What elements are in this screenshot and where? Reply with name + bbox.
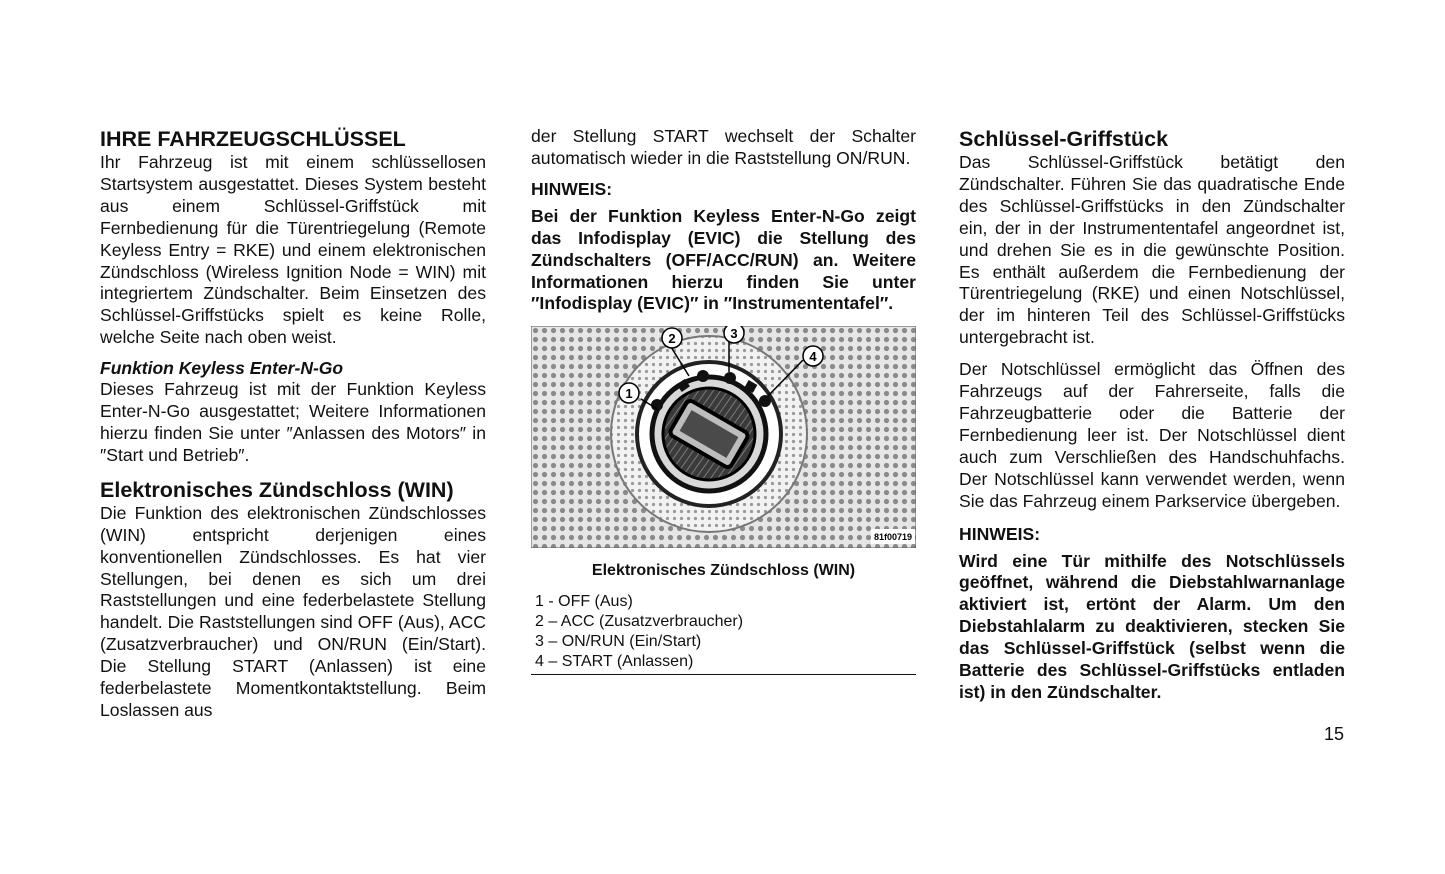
legend-item: 2 – ACC (Zusatzverbraucher) — [535, 613, 744, 631]
page-number: 15 — [1324, 724, 1345, 744]
win-heading: Elektronisches Zündschloss (WIN) — [100, 477, 454, 502]
right-column — [959, 126, 1345, 704]
keyless-subheading: Funktion Keyless Enter-N-Go — [100, 358, 344, 379]
main-heading: IHRE FAHRZEUGSCHLÜSSEL — [100, 127, 406, 151]
figure-legend — [535, 592, 916, 672]
key-fob-heading: Schlüssel-Griffstück — [959, 127, 1169, 151]
callout-4 — [803, 346, 823, 366]
note-label-right: HINWEIS: — [959, 523, 1041, 544]
callout-3 — [724, 326, 744, 343]
emergency-key-paragraph: Der Notschlüssel ermöglicht das Öffnen des Fahrzeugs auf der Fahrerseite, falls die Fahrzeugbatterie oder die Batterie der Fernbedienung leer ist. Der Notschlüssel dient auch zum Verschließen des Handschuhfachs. Der Notschlüssel kann verwendet werden, wenn Sie das Fahrzeug einem Parkservice übergeben. — [959, 359, 1345, 511]
left-column — [100, 126, 486, 722]
note-text-right: Wird eine Tür mithilfe des Notschlüssels geöffnet, während die Diebstahlwarnanlage aktiviert ist, ertönt der Alarm. Um den Diebstahlalarm zu deaktivieren, stecken Sie das Schlüssel-Griffstück (selbst wenn die Batterie des Schlüssel-Griffstücks entladen ist) in den Zündschalter. — [959, 550, 1345, 702]
legend-divider — [531, 674, 916, 675]
note-label: HINWEIS: — [531, 178, 613, 199]
svg-text:4: 4 — [809, 349, 817, 365]
callout-2 — [662, 328, 682, 348]
svg-text:2: 2 — [668, 331, 676, 347]
figure-code: 81f00719 — [873, 532, 913, 543]
legend-item: 1 - OFF (Aus) — [535, 593, 633, 611]
callout-1 — [619, 383, 639, 403]
figure-caption: Elektronisches Zündschloss (WIN) — [591, 562, 856, 580]
note-text: Bei der Funktion Keyless Enter-N-Go zeigt das Infodisplay (EVIC) die Stellung des Zündschalters (OFF/ACC/RUN) an. Weitere Informationen hierzu finden Sie unter ″Infodisplay (EVIC)″ in ″Instrumententafel″. — [531, 205, 916, 314]
legend-item: 4 – START (Anlassen) — [535, 653, 694, 671]
keyless-paragraph: Dieses Fahrzeug ist mit der Funktion Keyless Enter-N-Go ausgestattet; Weitere Informationen hierzu finden Sie unter ″Anlassen des Motors″ in ″Start und Betrieb″. — [100, 379, 486, 465]
svg-text:3: 3 — [730, 326, 738, 342]
middle-column — [531, 126, 916, 675]
win-paragraph: Die Funktion des elektronischen Zündschlosses (WIN) entspricht derjenigen eines konventionellen Zündschlosses. Es hat vier Stellungen, bei denen es sich um drei Raststellungen und eine federbelastete Stellung handelt. Die Raststellungen sind OFF (Aus), ACC (Zusatzverbraucher) und ON/RUN (Ein/Start). Die Stellung START (Anlassen) ist eine federbelastete Momentkontaktstellung. Beim Loslassen aus — [100, 502, 486, 720]
legend-item: 3 – ON/RUN (Ein/Start) — [535, 633, 702, 651]
ignition-illustration — [531, 326, 916, 548]
key-fob-paragraph: Das Schlüssel-Griffstück betätigt den Zündschalter. Führen Sie das quadratische Ende des Schlüssel-Griffstücks in den Zündschalter ein, der in der Instrumententafel angeordnet ist, und drehen Sie es in die gewünschte Position. Es enthält außerdem die Fernbedienung der Türentriegelung (RKE) und einen Notschlüssel, der im hinteren Teil des Schlüssel-Griffstücks untergebracht ist. — [959, 152, 1345, 348]
svg-text:1: 1 — [625, 386, 633, 402]
intro-paragraph: Ihr Fahrzeug ist mit einem schlüssellosen Startsystem ausgestattet. Dieses System besteht aus einem Schlüssel-Griffstück mit Fernbedienung für die Türentriegelung (Remote Keyless Entry = RKE) und einem elektronischen Zündschloss (Wireless Ignition Node = WIN) mit integriertem Zündschalter. Beim Einsetzen des Schlüssel-Griffstücks spielt es keine Rolle, welche Seite nach oben weist. — [100, 152, 486, 348]
continuation-paragraph: der Stellung START wechselt der Schalter automatisch wieder in die Raststellung ON/RUN. — [531, 126, 916, 168]
ignition-figure — [531, 326, 916, 548]
